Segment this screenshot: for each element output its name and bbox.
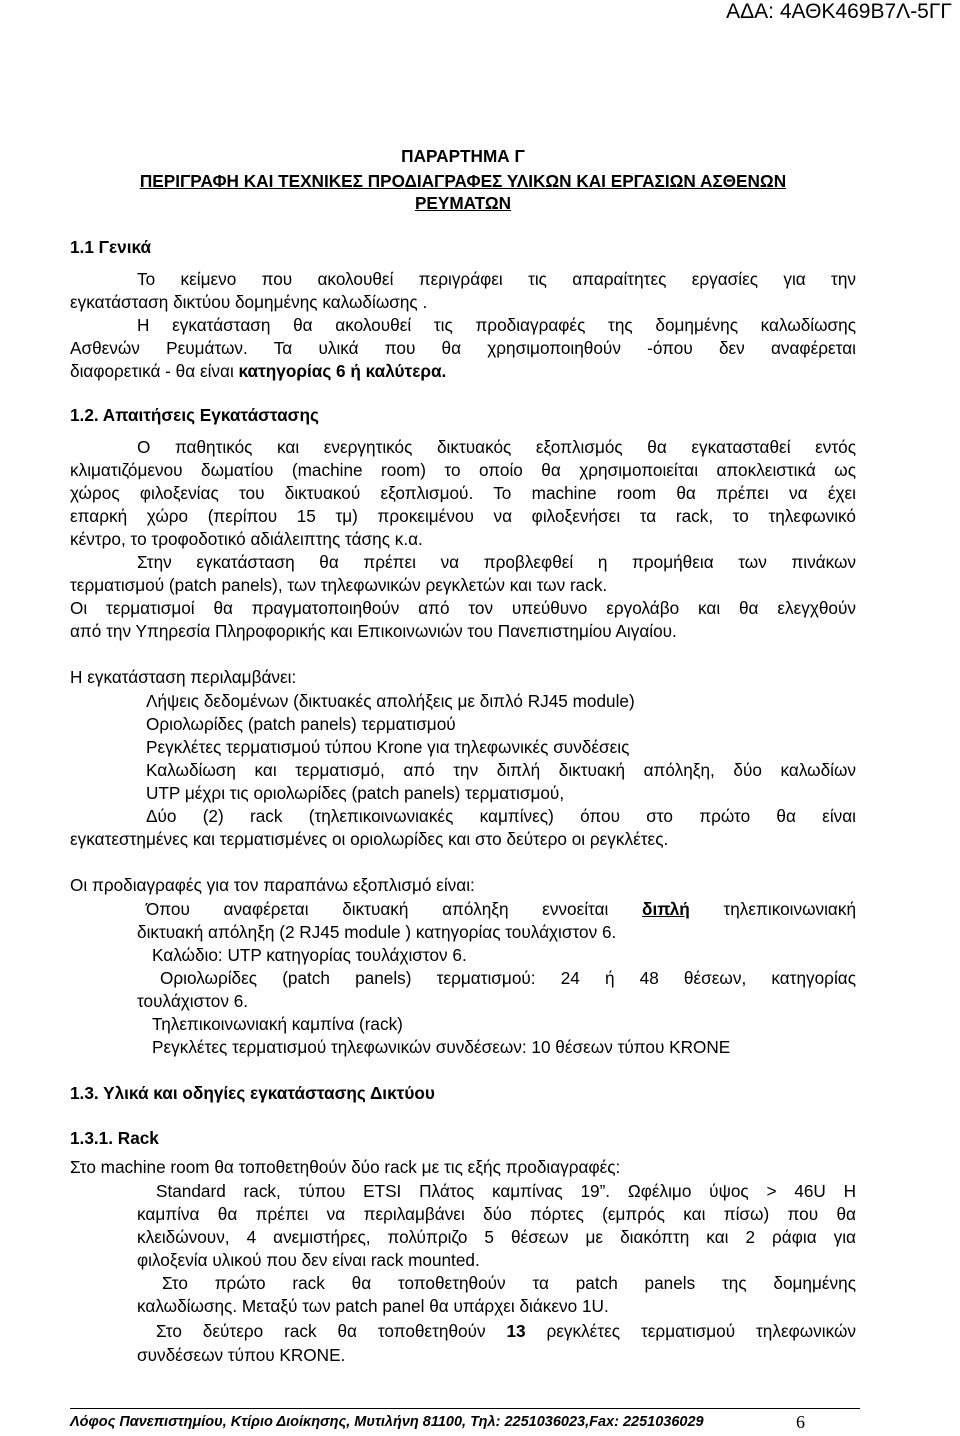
specs-intro: Οι προδιαγραφές για τον παραπάνω εξοπλισμό είναι: <box>70 875 475 895</box>
includes-item-cabling-line1: Καλωδίωση και τερματισμό, από την διπλή δικτυακή απόληξη, δύο καλωδίων <box>146 760 856 780</box>
s11-category-note: κατηγορίας 6 ή καλύτερα. <box>238 361 447 381</box>
s11-line5-text: διαφορετικά - θα είναι <box>70 361 239 381</box>
s131-line9: συνδέσεων τύπου KRONE. <box>137 1345 346 1365</box>
s131-line1: Στο machine room θα τοποθετηθούν δύο rack με τις εξής προδιαγραφές: <box>70 1157 621 1177</box>
s11-line3: Η εγκατάσταση θα ακολουθεί τις προδιαγραφές της δομημένης καλωδίωσης <box>137 315 856 335</box>
section-1-3-heading: 1.3. Υλικά και οδηγίες εγκατάστασης Δικτύου <box>70 1083 435 1103</box>
specs-outlet-line2: δικτυακή απόληξη (2 RJ45 module ) κατηγορίας τουλάχιστον 6. <box>137 922 617 942</box>
section-1-3-1-heading: 1.3.1. Rack <box>70 1128 159 1148</box>
s131-line7: καλωδίωσης. Μεταξύ των patch panel θα υπάρχει διάκενο 1U. <box>137 1296 609 1316</box>
s12-line6: Στην εγκατάσταση θα πρέπει να προβλεφθεί η προμήθεια των πινάκων <box>137 552 856 572</box>
s12-line2: κλιματιζόμενου δωματίου (machine room) το οποίο θα χρησιμοποιείται αποκλειστικά ως <box>70 460 856 480</box>
s131-krone-count: 13 <box>506 1321 526 1341</box>
s12-line7: τερματισμού (patch panels), των τηλεφωνικών ρεγκλετών και των rack. <box>70 575 608 595</box>
includes-item-patch-panels: Οριολωρίδες (patch panels) τερματισμού <box>146 714 456 734</box>
ada-code: ΑΔΑ: 4ΑΘΚ469Β7Λ-5ΓΓ <box>726 0 952 23</box>
annex-title: ΠΑΡΑΡΤΗΜΑ Γ <box>401 146 525 166</box>
s131-line8-text: Στο δεύτερο rack θα τοποθετηθούν <box>156 1321 507 1341</box>
page-number: 6 <box>796 1412 805 1432</box>
includes-item-racks-line2: εγκατεστημένες και τερματισμένες οι οριολωρίδες και στο δεύτερο οι ρεγκλέτες. <box>70 829 669 849</box>
s131-line4: κλειδώνουν, 4 ανεμιστήρες, πολύπριζο 5 θέσεων με διακόπτη και 2 ράφια για <box>137 1227 856 1247</box>
section-1-2-heading: 1.2. Απαιτήσεις Εγκατάστασης <box>70 405 319 425</box>
s11-line4: Ασθενών Ρευμάτων. Τα υλικά που θα χρησιμοποιηθούν -όπου δεν αναφέρεται <box>70 338 856 358</box>
s11-line2: εγκατάσταση δικτύου δομημένης καλωδίωσης . <box>70 292 428 312</box>
specs-outlet-text-end: τηλεπικοινωνιακή <box>689 899 856 919</box>
s11-line5 <box>70 360 446 382</box>
s12-line1: Ο παθητικός και ενεργητικός δικτυακός εξοπλισμός θα εγκατασταθεί εντός <box>137 437 856 457</box>
document-title-line2: ΡΕΥΜΑΤΩΝ <box>414 193 512 213</box>
s131-line2: Standard rack, τύπου ETSI Πλάτος καμπίνας 19”. Ωφέλιμο ύψος > 46U Η <box>156 1181 856 1201</box>
specs-patch-panels-line2: τουλάχιστον 6. <box>137 991 249 1011</box>
document-title-line1: ΠΕΡΙΓΡΑΦΗ ΚΑΙ ΤΕΧΝΙΚΕΣ ΠΡΟΔΙΑΓΡΑΦΕΣ ΥΛΙΚΩΝ ΚΑΙ ΕΡΓΑΣΙΩΝ ΑΣΘΕΝΩΝ <box>139 171 787 191</box>
includes-item-data-outlets: Λήψεις δεδομένων (δικτυακές απολήξεις με διπλό RJ45 module) <box>146 691 635 711</box>
s131-line8 <box>156 1320 856 1342</box>
s131-line8-text-end: ρεγκλέτες τερματισμού τηλεφωνικών <box>525 1321 856 1341</box>
s131-line5: φιλοξενία υλικού που δεν είναι rack mounted. <box>137 1250 480 1270</box>
s131-line6: Στο πρώτο rack θα τοποθετηθούν τα patch panels της δομημένης <box>162 1273 856 1293</box>
specs-cable: Καλώδιο: UTP κατηγορίας τουλάχιστον 6. <box>152 945 467 965</box>
specs-outlet-text: Όπου αναφέρεται δικτυακή απόληξη εννοείται <box>146 899 643 919</box>
footer-address: Λόφος Πανεπιστημίου, Κτίριο Διοίκησης, Μυτιλήνη 81100, Τηλ: 2251036023,Fax: 2251036029 <box>70 1414 704 1430</box>
s12-line9: από την Υπηρεσία Πληροφορικής και Επικοινωνιών του Πανεπιστημίου Αιγαίου. <box>70 621 677 641</box>
includes-item-cabling-line2: UTP μέχρι τις οριολωρίδες (patch panels) τερματισμού, <box>146 783 565 803</box>
footer-divider <box>70 1408 860 1409</box>
specs-double-emphasis: διπλή <box>642 899 690 919</box>
section-1-1-heading: 1.1 Γενικά <box>70 237 152 257</box>
includes-item-racks-line1: Δύο (2) rack (τηλεπικοινωνιακές καμπίνες) όπου στο πρώτο θα είναι <box>146 806 856 826</box>
s12-line5: κέντρο, το τροφοδοτικό αδιάλειπτης τάσης κ.α. <box>70 529 423 549</box>
s12-line3: χώρος φιλοξενίας του δικτυακού εξοπλισμού. Το machine room θα πρέπει να έχει <box>70 483 856 503</box>
specs-patch-panels-line1: Οριολωρίδες (patch panels) τερματισμού: 24 ή 48 θέσεων, κατηγορίας <box>160 968 856 988</box>
includes-intro: Η εγκατάσταση περιλαμβάνει: <box>70 667 297 687</box>
specs-krone: Ρεγκλέτες τερματισμού τηλεφωνικών συνδέσεων: 10 θέσεων τύπου KRONE <box>152 1037 731 1057</box>
s131-line3: καμπίνα θα πρέπει να περιλαμβάνει δύο πόρτες (εμπρός και πίσω) που θα <box>137 1204 856 1224</box>
s12-line8: Οι τερματισμοί θα πραγματοποιηθούν από τον υπεύθυνο εργολάβο και θα ελεγχθούν <box>70 598 856 618</box>
specs-outlet-line1 <box>146 898 856 920</box>
includes-item-krone: Ρεγκλέτες τερματισμού τύπου Krone για τηλεφωνικές συνδέσεις <box>146 737 630 757</box>
s11-line1: Το κείμενο που ακολουθεί περιγράφει τις απαραίτητες εργασίες για την <box>137 269 856 289</box>
specs-rack: Τηλεπικοινωνιακή καμπίνα (rack) <box>152 1014 403 1034</box>
s12-line4: επαρκή χώρο (περίπου 15 τμ) προκειμένου να φιλοξενήσει τα rack, το τηλεφωνικό <box>70 506 856 526</box>
